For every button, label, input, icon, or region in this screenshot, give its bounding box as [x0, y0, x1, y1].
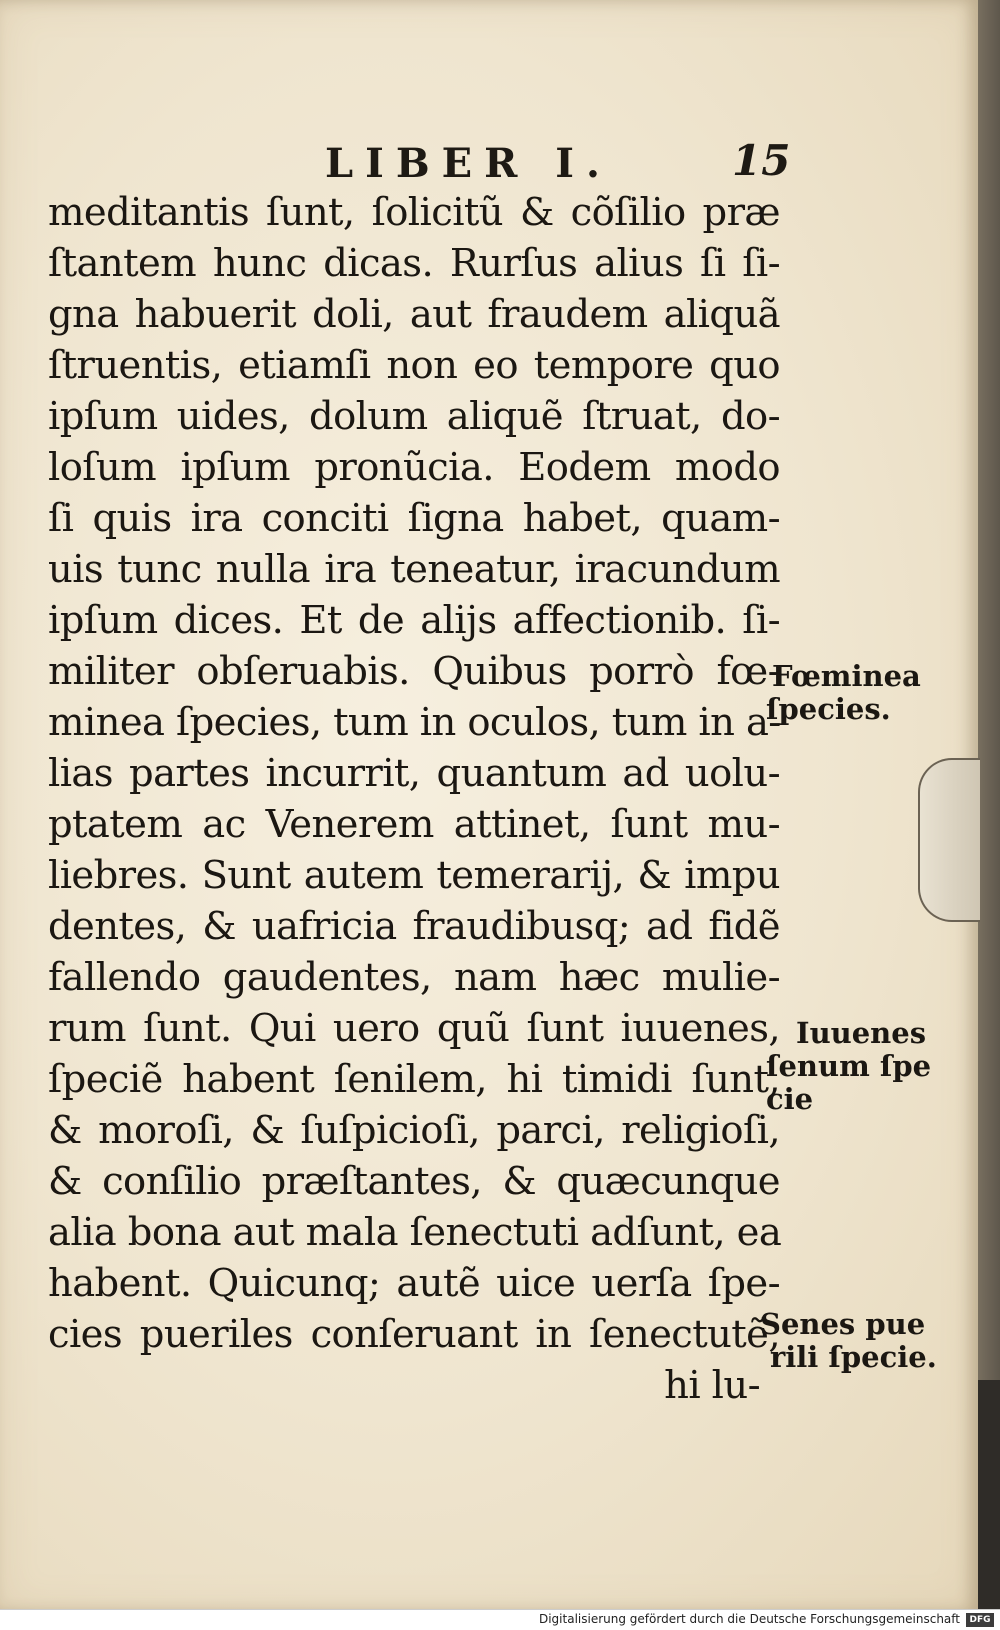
text-line: fallendo gaudentes, nam hæc mulie- [48, 955, 780, 1000]
text-line: alia bona aut mala ſenectuti adſunt, ea [48, 1210, 782, 1255]
text-line: ſi quis ira conciti ſigna habet, quam- [48, 496, 780, 541]
text-line: militer obſeruabis. Quibus porrò fœ- [48, 649, 780, 694]
margin-note-line: rili ſpecie. [770, 1340, 937, 1374]
text-line: & moroſi, & ſuſpicioſi, parci, religioſi, [48, 1108, 780, 1153]
text-line: rum ſunt. Qui uero quũ ſunt iuuenes, [48, 1006, 780, 1051]
margin-note-line: ſenum ſpe [766, 1049, 932, 1083]
text-line: dentes, & uafricia fraudibusq; ad fidẽ [48, 904, 780, 949]
margin-note-line: Fœminea [772, 659, 921, 693]
text-line: meditantis ſunt, ſolicitũ & cõſilio præ [48, 190, 780, 235]
margin-note-line: Iuuenes [796, 1016, 927, 1050]
dfg-logo: DFG [966, 1613, 994, 1627]
text-line: ptatem ac Venerem attinet, ſunt mu- [48, 802, 780, 847]
text-line: gna habuerit doli, aut fraudem aliquã [48, 292, 780, 337]
margin-note-line: ſpecies. [766, 692, 891, 726]
text-line: ipſum uides, dolum aliquẽ ſtruat, do- [48, 394, 780, 439]
text-line: habent. Quicunq; autẽ uice uerſa ſpe- [48, 1261, 780, 1306]
text-line: ſpeciẽ habent ſenilem, hi timidi ſunt, [48, 1057, 780, 1102]
page-number: 15 [732, 136, 791, 185]
catchword-line: hi lu- [664, 1363, 760, 1408]
margin-note-senes [760, 1308, 937, 1374]
text-line: lias partes incurrit, quantum ad uolu- [48, 751, 780, 796]
text-line: ſtantem hunc dicas. Rurſus alius ſi ſi- [48, 241, 780, 286]
text-line: & conſilio præſtantes, & quæcunque [48, 1159, 780, 1204]
margin-note-line: Senes pue [760, 1307, 926, 1341]
page-clip-tab [918, 758, 980, 922]
text-line: ipſum dices. Et de alijs affectionib. ſi- [48, 598, 780, 643]
footer-credit: Digitalisierung gefördert durch die Deutsche Forschungsgemeinschaft [538, 1612, 960, 1626]
margin-note-line: cie [766, 1082, 814, 1116]
text-line: ſtruentis, etiamſi non eo tempore quo [48, 343, 780, 388]
text-line: loſum ipſum pronũcia. Eodem modo [48, 445, 780, 490]
margin-note-iuuenes [766, 1016, 932, 1116]
text-line: uis tunc nulla ira teneatur, iracundum [48, 547, 780, 592]
running-head: LIBER I. [325, 140, 612, 187]
text-line: liebres. Sunt autem temerarij, & impu [48, 853, 780, 898]
text-line: minea ſpecies, tum in oculos, tum in a- [48, 700, 781, 745]
text-line: cies pueriles conſeruant in ſenectutẽ, [48, 1312, 780, 1357]
margin-note-foeminea [766, 659, 921, 726]
page-header [0, 136, 1000, 190]
digitization-footer [0, 1609, 1000, 1630]
body-text [48, 187, 780, 1411]
